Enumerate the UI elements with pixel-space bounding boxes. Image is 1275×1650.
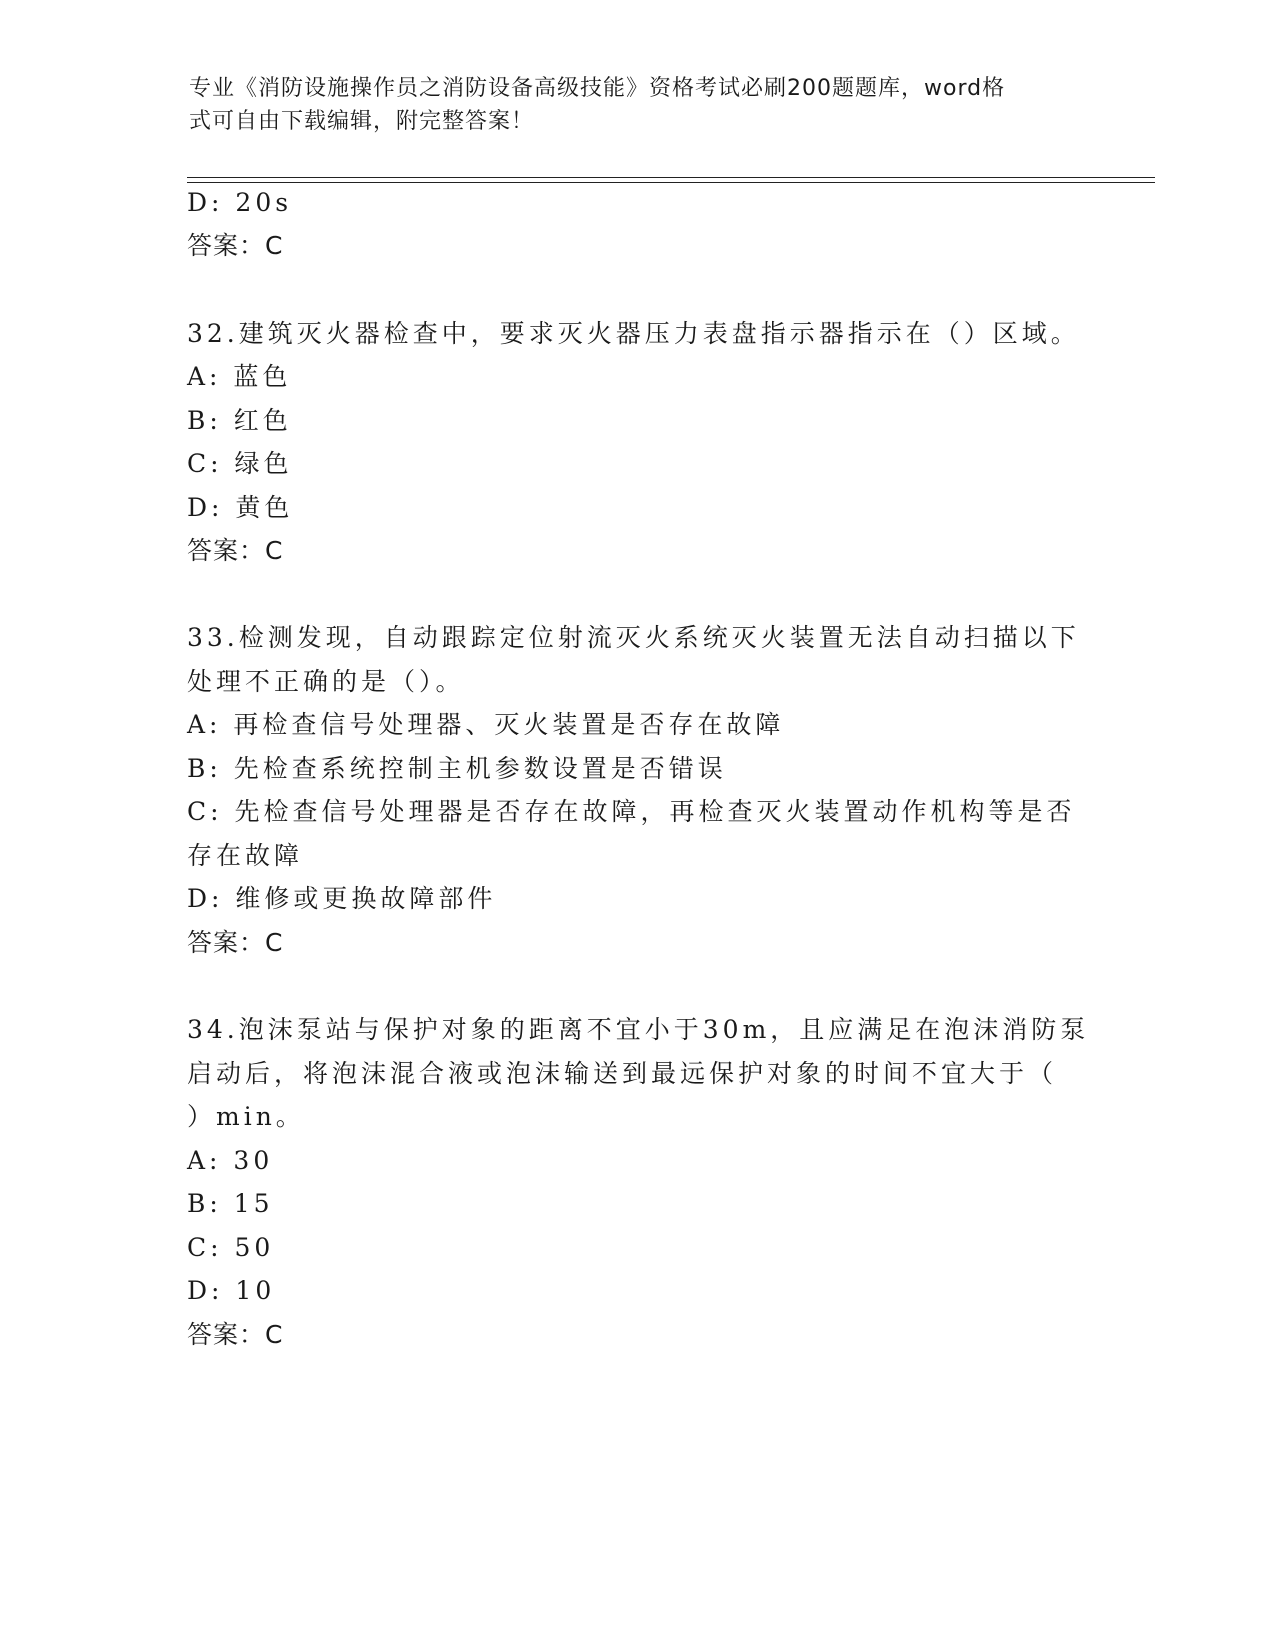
q34-answer: 答案：C bbox=[187, 1320, 284, 1349]
q32-option-b: B: 红色 bbox=[187, 406, 292, 435]
q32-option-a: A: 蓝色 bbox=[187, 362, 292, 391]
q33-stem-line-1: 33.检测发现，自动跟踪定位射流灭火系统灭火装置无法自动扫描以下 bbox=[187, 623, 1080, 652]
q32-answer: 答案：C bbox=[187, 536, 284, 565]
prev-option-d: D: 20s bbox=[187, 188, 293, 217]
q33-option-a: A: 再检查信号处理器、灭火装置是否存在故障 bbox=[187, 710, 785, 739]
q33-stem-line-2: 处理不正确的是（）。 bbox=[187, 667, 465, 696]
q34-option-d: D: 10 bbox=[187, 1276, 276, 1305]
q32-stem: 32.建筑灭火器检查中，要求灭火器压力表盘指示器指示在（）区域。 bbox=[187, 319, 1080, 348]
q32-option-c: C: 绿色 bbox=[187, 449, 293, 478]
q34-option-b: B: 15 bbox=[187, 1189, 274, 1218]
q34-option-a: A: 30 bbox=[187, 1146, 274, 1175]
header-divider-top bbox=[187, 177, 1155, 178]
header-divider-bottom bbox=[187, 182, 1155, 183]
q34-stem-line-2: 启动后，将泡沫混合液或泡沫输送到最远保护对象的时间不宜大于（ bbox=[187, 1059, 1058, 1088]
q33-answer: 答案：C bbox=[187, 928, 284, 957]
q33-option-d: D: 维修或更换故障部件 bbox=[187, 884, 497, 913]
q33-option-c-continued: 存在故障 bbox=[187, 841, 304, 870]
q34-stem-line-1: 34.泡沫泵站与保护对象的距离不宜小于30m，且应满足在泡沫消防泵 bbox=[187, 1015, 1090, 1044]
q33-option-b: B: 先检查系统控制主机参数设置是否错误 bbox=[187, 754, 727, 783]
q32-option-d: D: 黄色 bbox=[187, 493, 294, 522]
q34-option-c: C: 50 bbox=[187, 1233, 275, 1262]
q34-stem-line-3: ）min。 bbox=[187, 1102, 305, 1131]
q33-option-c: C: 先检查信号处理器是否存在故障，再检查灭火装置动作机构等是否 bbox=[187, 797, 1076, 826]
document-header bbox=[189, 72, 1069, 138]
prev-answer: 答案：C bbox=[187, 231, 284, 260]
header-line-1: 专业《消防设施操作员之消防设备高级技能》资格考试必刷200题题库，word格 bbox=[189, 76, 1006, 101]
header-line-2: 式可自由下载编辑，附完整答案！ bbox=[189, 109, 535, 134]
